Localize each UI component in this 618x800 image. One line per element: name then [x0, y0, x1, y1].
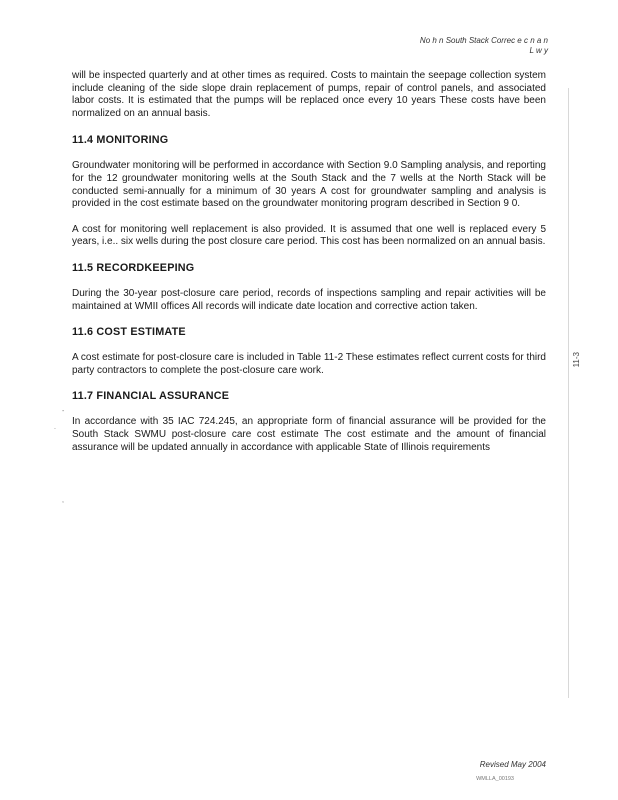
- section-heading-recordkeeping: 11.5 RECORDKEEPING: [72, 261, 195, 274]
- paragraph-financial-assurance: In accordance with 35 IAC 724.245, an appropriate form of financial assurance will be provided for the South Stack SWMU post-closure care cost estimate The cost estimate and the amount of financial assurance will be updated annually in accordance with applicable State of Illinois requirements: [72, 416, 546, 453]
- running-header: [328, 36, 548, 56]
- header-line-1: No h n South Stack Correc e c n a n: [419, 36, 548, 45]
- margin-rule: [568, 88, 569, 698]
- intro-paragraph: will be inspected quarterly and at other times as required. Costs to maintain the seepage collection system include cleaning of the side slope drain replacement of pumps, repair of control panels, and associated labor costs. It is estimated that the pumps will be replaced once every 10 years These costs have been normalized on an annual basis.: [72, 70, 546, 119]
- document-body: [72, 70, 546, 454]
- paragraph-monitoring-1: Groundwater monitoring will be performed in accordance with Section 9.0 Sampling analysis, and reporting for the 12 groundwater monitoring wells at the South Stack and the 7 wells at the North Stack will be conducted semi-annually for a minimum of 30 years A cost for groundwater sampling and analysis is provided in the cost estimate based on the groundwater monitoring program described in Section 9 0.: [72, 160, 546, 210]
- paragraph-monitoring-2: A cost for monitoring well replacement is also provided. It is assumed that one well is replaced every 5 years, i.e.. six wells during the post closure care period. This cost has been normalized on an annual basis.: [72, 223, 546, 248]
- section-heading-monitoring: 11.4 MONITORING: [72, 134, 169, 147]
- side-page-number: 11-3: [572, 352, 581, 368]
- section-heading-financial-assurance: 11.7 FINANCIAL ASSURANCE: [72, 390, 230, 403]
- paragraph-recordkeeping: During the 30-year post-closure care period, records of inspections sampling and repair activities will be maintained at WMII offices All records will indicate date location and corrective action taken.: [72, 287, 546, 312]
- paragraph-cost-estimate: A cost estimate for post-closure care is included in Table 11-2 These estimates reflect current costs for third party contractors to complete the post-closure care work.: [72, 352, 546, 376]
- margin-mark: ,: [62, 497, 64, 504]
- header-line-2: L w y: [529, 46, 548, 55]
- margin-mark: .: [54, 424, 56, 431]
- revision-date: Revised May 2004: [479, 760, 546, 769]
- margin-mark: -: [62, 408, 65, 415]
- section-heading-cost-estimate: 11.6 COST ESTIMATE: [72, 326, 186, 339]
- document-id: WMLLA_00193: [476, 776, 514, 782]
